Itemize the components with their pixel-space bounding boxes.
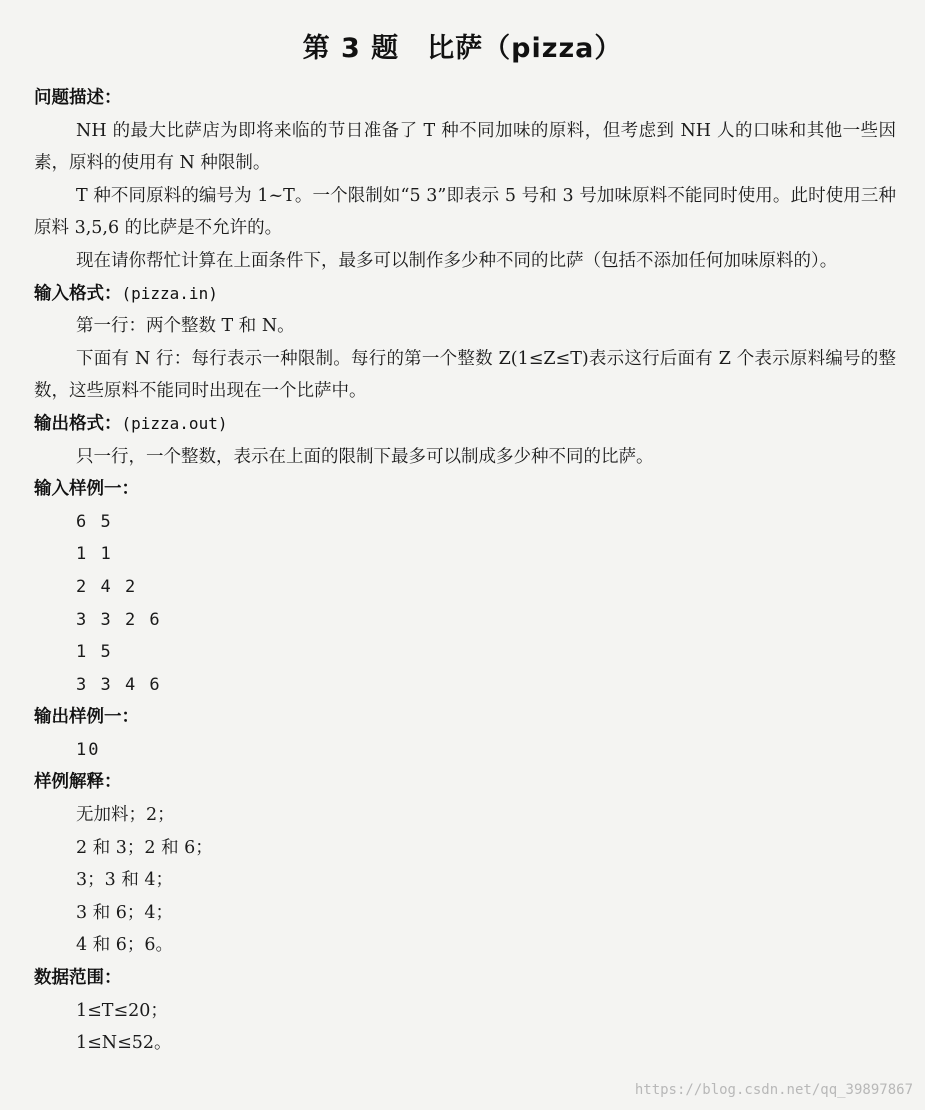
sample-input-line: 1 1: [76, 544, 113, 565]
problem-title: 第 3 题 比萨（pizza）: [302, 33, 623, 64]
input-file-name: (pizza.in): [121, 283, 218, 303]
description-paragraph: NH 的最大比萨店为即将来临的节日准备了 T 种不同加味的原料，但考虑到 NH 人的口味和其他一些因素，原料的使用有 N 种限制。: [34, 120, 896, 174]
explanation-heading: 样例解释：: [34, 772, 122, 793]
watermark-url: https://blog.csdn.net/qq_39897867: [634, 1082, 913, 1098]
output-format-paragraph: 只一行，一个整数，表示在上面的限制下最多可以制成多少种不同的比萨。: [76, 446, 654, 467]
sample-input-line: 3 3 4 6: [76, 674, 162, 695]
output-format-label: 输出格式：: [34, 413, 122, 434]
sample-input-line: 3 3 2 6: [76, 609, 162, 630]
output-format-heading: [34, 408, 896, 441]
constraints-heading: 数据范围：: [34, 968, 122, 989]
sample-output-line: 10: [76, 739, 101, 760]
problem-body: [34, 82, 896, 1060]
input-format-label: 输入格式：: [34, 283, 122, 304]
sample-input-line: 2 4 2: [76, 576, 138, 597]
input-format-paragraph: 第一行：两个整数 T 和 N。: [76, 316, 295, 337]
explanation-line: 2 和 3；2 和 6；: [76, 837, 213, 858]
explanation-line: 3；3 和 4；: [76, 870, 174, 891]
output-file-name: (pizza.out): [121, 413, 228, 433]
description-paragraph: 现在请你帮忙计算在上面条件下，最多可以制作多少种不同的比萨（包括不添加任何加味原料的）。: [76, 250, 838, 271]
sample-input-heading: 输入样例一：: [34, 479, 139, 500]
sample-output-heading: 输出样例一：: [34, 707, 139, 728]
input-format-paragraph: 下面有 N 行：每行表示一种限制。每行的第一个整数 Z(1≤Z≤T)表示这行后面有 Z 个表示原料编号的整数，这些原料不能同时出现在一个比萨中。: [34, 348, 896, 402]
input-format-heading: [34, 278, 896, 311]
explanation-line: 无加料；2；: [76, 805, 175, 826]
explanation-line: 4 和 6；6。: [76, 935, 174, 956]
sample-input-line: 6 5: [76, 511, 113, 532]
constraint-line: 1≤T≤20；: [76, 1000, 168, 1021]
explanation-line: 3 和 6；4；: [76, 902, 174, 923]
constraint-line: 1≤N≤52。: [76, 1033, 172, 1054]
description-paragraph: T 种不同原料的编号为 1~T。一个限制如“5 3”即表示 5 号和 3 号加味原料不能同时使用。此时使用三种原料 3,5,6 的比萨是不允许的。: [34, 185, 896, 239]
sample-input-line: 1 5: [76, 642, 113, 663]
description-heading: 问题描述：: [34, 88, 122, 108]
